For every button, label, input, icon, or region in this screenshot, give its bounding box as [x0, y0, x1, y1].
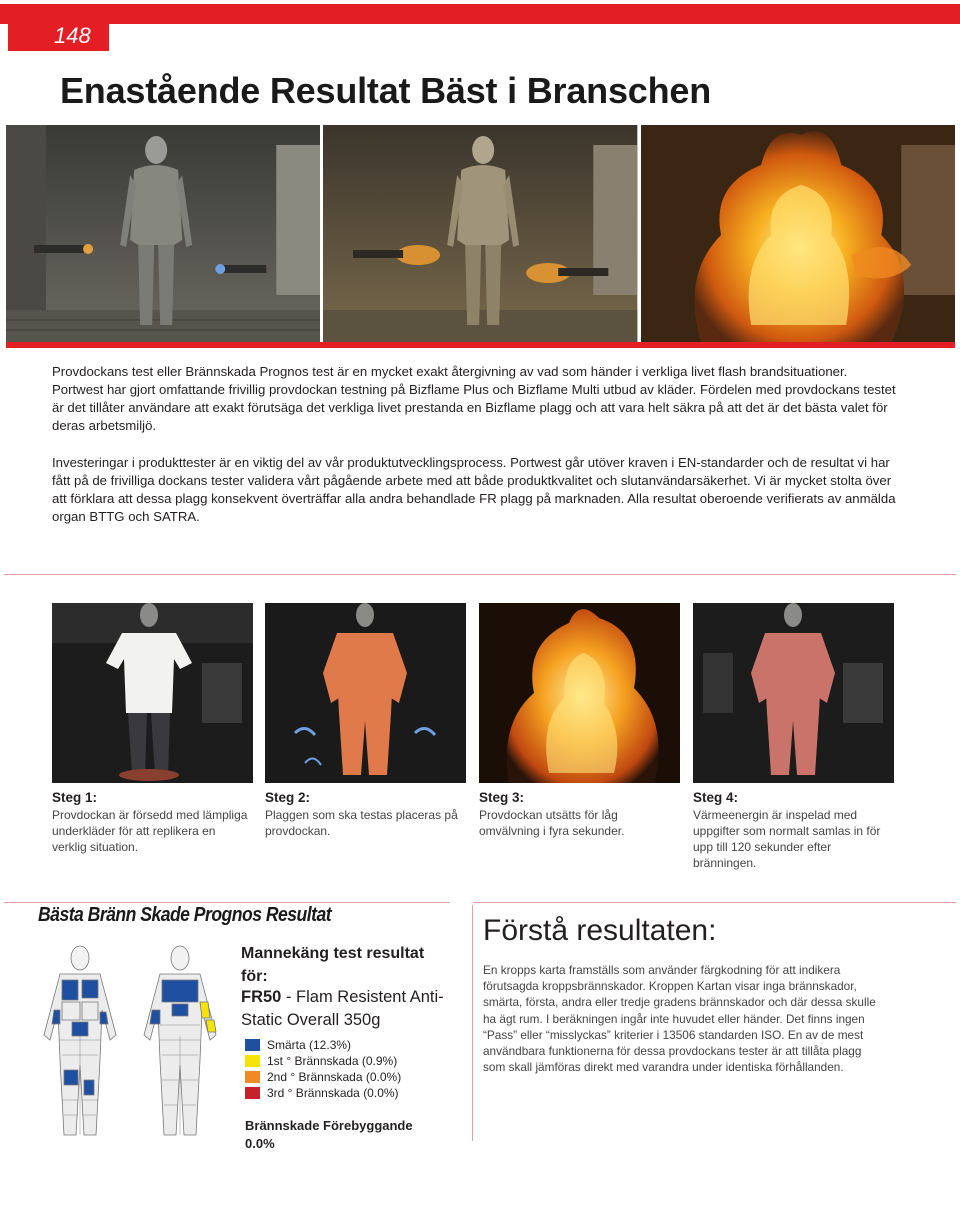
- burn-legend: [245, 1037, 401, 1101]
- step-1-text: Provdockan är försedd med lämpliga underkläder för att replikera en verklig situation.: [52, 808, 248, 854]
- step-1-photo: [52, 603, 253, 783]
- section-divider: [4, 574, 956, 575]
- intro-paragraph-2: Investeringar i produkttester är en viktig del av vår produktutvecklingsprocess. Portwest går utöver kraven i EN-standarder och de resultat vi har fått på de frivilliga dockans tester validera vårt pågående arbete med att både produktkvalitet och slutanvändarsäkerhet. Vi är mycket stolta över att förklara att dessa plagg konsekvent överträffar alla andra behandlade FR plagg på marknaden. Alla resultat oberoende verifierats av anmälda organ BTTG och SATRA.: [52, 455, 896, 524]
- step-4-title: Steg 4:: [693, 790, 739, 805]
- hero-bottom-bar: [6, 342, 955, 348]
- legend-swatch-second-degree: [245, 1071, 260, 1083]
- legend-swatch-pain: [245, 1039, 260, 1051]
- top-accent-bar: [0, 4, 960, 24]
- step-2: [265, 603, 466, 839]
- legend-item-pain: [245, 1037, 401, 1053]
- body-burn-map: [32, 940, 228, 1140]
- step-3-text: Provdockan utsätts för låg omvälvning i fyra sekunder.: [479, 808, 625, 838]
- step-2-text: Plaggen som ska testas placeras på provdockan.: [265, 808, 458, 838]
- column-divider: [472, 905, 473, 1141]
- intro-paragraph-1: Provdockans test eller Brännskada Prognos test är en mycket exakt återgivning av vad som händer i verkliga livet flash brandsituationer. Portwest har gjort omfattande frivillig provdockan testning på Bizflame Plus och Bizflame Multi utbud av kläder. Fördelen med provdockans testet är det tillåter användare att exakt förutsäga det verkliga livet prestanda en Bizflame plagg och att vara helt säkra på att det är det bästa valet för deras arbetsmiljö.: [52, 364, 896, 433]
- legend-swatch-first-degree: [245, 1055, 260, 1067]
- page-title: Enastående Resultat Bäst i Branschen: [60, 70, 712, 111]
- legend-item-second-degree: [245, 1069, 401, 1085]
- step-2-photo: [265, 603, 466, 783]
- results-heading: Bästa Bränn Skade Prognos Resultat: [38, 904, 332, 926]
- understand-text: En kropps karta framställs som använder färgkodning för att indikera förutsagda kroppsbrännskador. Kroppen Kartan visar inga brännskador, smärta, första, andra eller tredje gradens brännskador och där dessa skulle ha ägt rum. I beräkningen ingår inte huvudet eller händer. Det finns ingen “Pass” eller “misslyckas” kriterier i 13506 standarden ISO. En av de mest användbara funktionerna för dessa provdockans tester är att tillåta plagg som skall jämföras direkt med varandra under identiska förhållanden.: [483, 963, 876, 1075]
- results-divider: [4, 902, 450, 903]
- step-3-title: Steg 3:: [479, 790, 525, 805]
- burn-prevention-label: Brännskade Förebyggande: [245, 1118, 413, 1133]
- mannequin-test-title: Mannekäng test resultat för:: [241, 945, 425, 985]
- body-front: [44, 946, 116, 1135]
- burn-prevention: [245, 1117, 413, 1153]
- page-number: 148: [8, 20, 109, 51]
- test-steps: [52, 603, 894, 879]
- product-code: FR50: [241, 988, 282, 1006]
- legend-label-third-degree: 3rd ° Brännskada (0.0%): [267, 1086, 399, 1100]
- legend-swatch-third-degree: [245, 1087, 260, 1099]
- legend-item-third-degree: [245, 1085, 401, 1101]
- step-4: [693, 603, 894, 871]
- hero-photo-mannequin-fire: [641, 125, 955, 343]
- step-4-photo: [693, 603, 894, 783]
- step-2-title: Steg 2:: [265, 790, 311, 805]
- step-3: [479, 603, 680, 839]
- burn-prevention-value: 0.0%: [245, 1136, 275, 1151]
- understand-divider: [473, 902, 956, 903]
- legend-label-pain: Smärta (12.3%): [267, 1038, 352, 1052]
- step-3-photo: [479, 603, 680, 783]
- hero-photo-mannequin-cold: [6, 125, 320, 343]
- product-info: [241, 986, 451, 1032]
- understand-heading: Förstå resultaten:: [483, 914, 717, 947]
- legend-label-first-degree: 1st ° Brännskada (0.9%): [267, 1054, 398, 1068]
- product-name: - Flam Resistent Anti-Static Overall 350g: [241, 988, 444, 1029]
- legend-item-first-degree: [245, 1053, 401, 1069]
- step-4-text: Värmeenergin är inspelad med uppgifter som normalt samlas in för upp till 120 sekunder efter bränningen.: [693, 808, 881, 870]
- step-1: [52, 603, 253, 855]
- body-back: [144, 946, 216, 1135]
- step-1-title: Steg 1:: [52, 790, 98, 805]
- hero-photo-mannequin-ignition: [323, 125, 637, 343]
- legend-label-second-degree: 2nd ° Brännskada (0.0%): [267, 1070, 402, 1084]
- hero-photo-strip: [6, 125, 955, 343]
